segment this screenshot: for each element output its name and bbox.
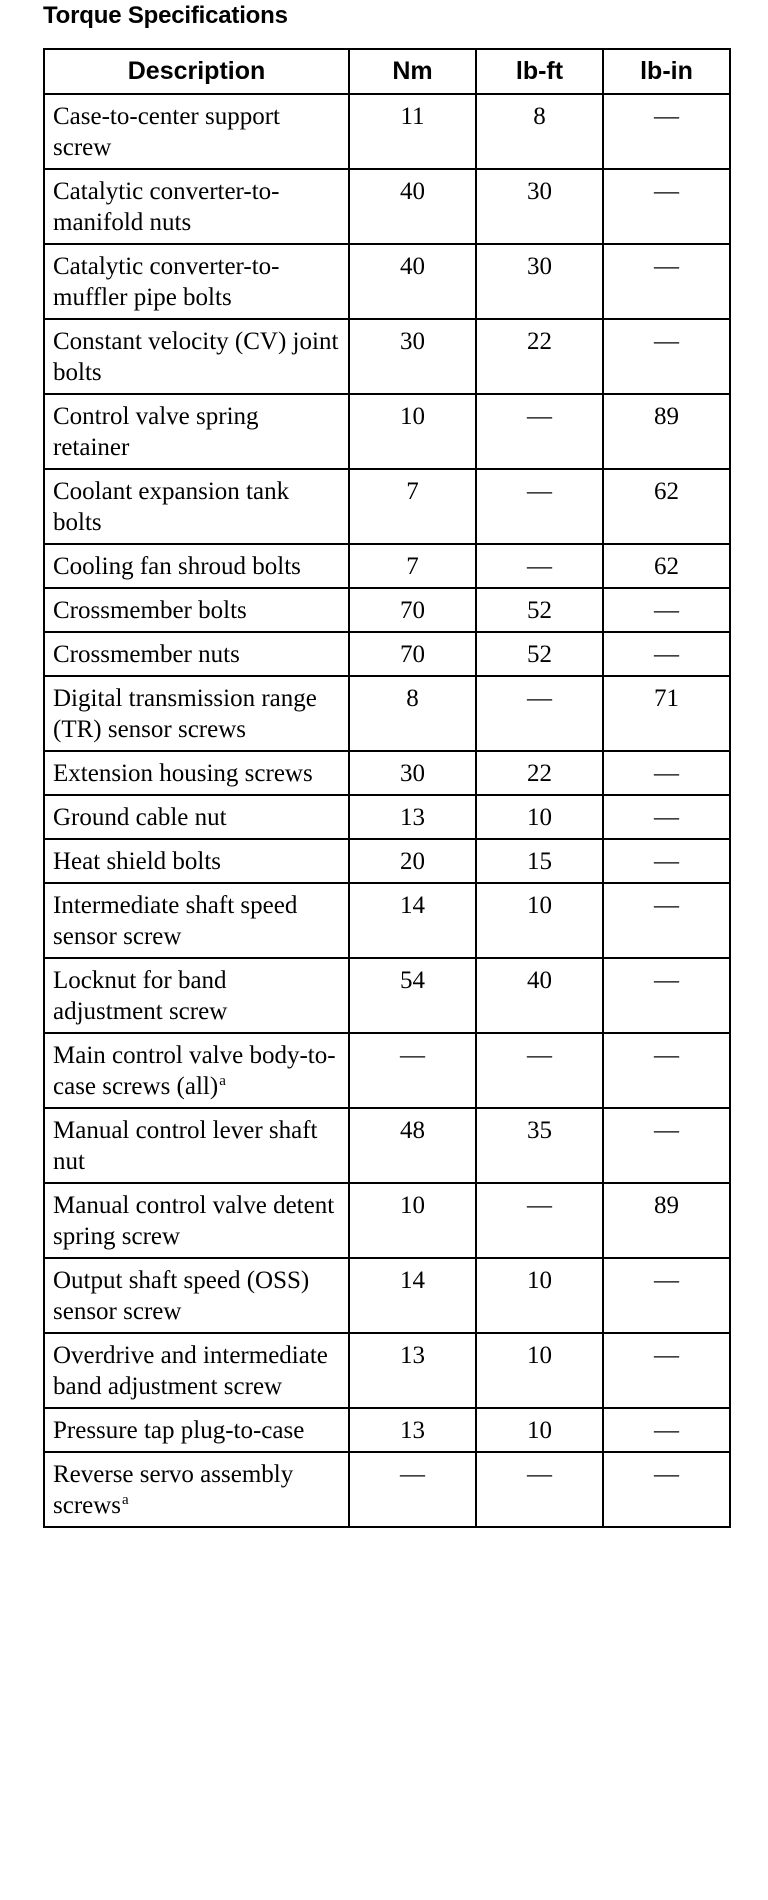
cell-lb-in: 71 bbox=[603, 676, 730, 751]
table-row bbox=[44, 319, 730, 394]
cell-description bbox=[44, 676, 349, 751]
cell-nm: 40 bbox=[349, 169, 476, 244]
cell-lb-ft: 30 bbox=[476, 169, 603, 244]
cell-lb-in: — bbox=[603, 1333, 730, 1408]
description-text: Constant velocity (CV) joint bolts bbox=[53, 328, 339, 386]
cell-description bbox=[44, 632, 349, 676]
cell-description bbox=[44, 795, 349, 839]
page-title: Torque Specifications bbox=[43, 2, 288, 29]
description-text: Catalytic converter-to-muffler pipe bolts bbox=[53, 253, 280, 311]
cell-lb-ft: 10 bbox=[476, 1408, 603, 1452]
cell-nm: 14 bbox=[349, 883, 476, 958]
table-row bbox=[44, 839, 730, 883]
cell-nm: 8 bbox=[349, 676, 476, 751]
cell-nm: 10 bbox=[349, 394, 476, 469]
cell-lb-ft: — bbox=[476, 394, 603, 469]
cell-lb-in: — bbox=[603, 588, 730, 632]
cell-description bbox=[44, 883, 349, 958]
table-row bbox=[44, 169, 730, 244]
cell-nm: 14 bbox=[349, 1258, 476, 1333]
description-text: Extension housing screws bbox=[53, 760, 313, 787]
cell-description bbox=[44, 544, 349, 588]
cell-nm: 13 bbox=[349, 1333, 476, 1408]
table-row bbox=[44, 588, 730, 632]
cell-description bbox=[44, 394, 349, 469]
cell-lb-ft: 8 bbox=[476, 94, 603, 169]
table-row bbox=[44, 244, 730, 319]
table-row bbox=[44, 676, 730, 751]
table-row bbox=[44, 751, 730, 795]
cell-lb-in: — bbox=[603, 244, 730, 319]
cell-description bbox=[44, 588, 349, 632]
cell-description bbox=[44, 958, 349, 1033]
description-text: Catalytic converter-to-manifold nuts bbox=[53, 178, 280, 236]
cell-lb-ft: — bbox=[476, 1183, 603, 1258]
description-text: Case-to-center support screw bbox=[53, 103, 281, 161]
cell-lb-ft: — bbox=[476, 469, 603, 544]
column-header-description: Description bbox=[44, 49, 349, 94]
description-text: Coolant expansion tank bolts bbox=[53, 478, 290, 536]
table-row bbox=[44, 1033, 730, 1108]
cell-lb-ft: 10 bbox=[476, 883, 603, 958]
table-row bbox=[44, 1452, 730, 1527]
cell-lb-in: 89 bbox=[603, 394, 730, 469]
cell-lb-in: — bbox=[603, 751, 730, 795]
cell-nm: 54 bbox=[349, 958, 476, 1033]
footnote-marker: a bbox=[219, 1073, 226, 1089]
table-row bbox=[44, 394, 730, 469]
cell-lb-in: — bbox=[603, 169, 730, 244]
cell-lb-ft: — bbox=[476, 544, 603, 588]
cell-lb-ft: — bbox=[476, 1033, 603, 1108]
cell-description bbox=[44, 839, 349, 883]
cell-nm: 13 bbox=[349, 795, 476, 839]
table-row bbox=[44, 469, 730, 544]
cell-lb-in: — bbox=[603, 1408, 730, 1452]
table-row bbox=[44, 1408, 730, 1452]
cell-lb-ft: 30 bbox=[476, 244, 603, 319]
table-row bbox=[44, 958, 730, 1033]
cell-lb-ft: 15 bbox=[476, 839, 603, 883]
cell-lb-in: — bbox=[603, 1452, 730, 1527]
torque-table bbox=[43, 48, 731, 1528]
cell-lb-in: — bbox=[603, 1108, 730, 1183]
cell-description bbox=[44, 1408, 349, 1452]
cell-nm: 13 bbox=[349, 1408, 476, 1452]
cell-nm: 30 bbox=[349, 751, 476, 795]
description-text: Main control valve body-to-case screws (all) bbox=[53, 1042, 336, 1100]
cell-lb-in: 62 bbox=[603, 544, 730, 588]
cell-lb-ft: — bbox=[476, 1452, 603, 1527]
description-text: Locknut for band adjustment screw bbox=[53, 967, 228, 1025]
cell-lb-in: — bbox=[603, 94, 730, 169]
cell-lb-ft: 35 bbox=[476, 1108, 603, 1183]
table-row bbox=[44, 1333, 730, 1408]
cell-lb-ft: 10 bbox=[476, 1333, 603, 1408]
column-header-nm: Nm bbox=[349, 49, 476, 94]
cell-description bbox=[44, 1183, 349, 1258]
cell-description bbox=[44, 1333, 349, 1408]
cell-lb-in: — bbox=[603, 319, 730, 394]
description-text: Pressure tap plug-to-case bbox=[53, 1417, 305, 1444]
description-text: Reverse servo assembly screws bbox=[53, 1461, 294, 1519]
description-text: Crossmember bolts bbox=[53, 597, 247, 624]
description-text: Cooling fan shroud bolts bbox=[53, 553, 301, 580]
cell-lb-in: 89 bbox=[603, 1183, 730, 1258]
cell-lb-ft: 22 bbox=[476, 751, 603, 795]
description-text: Manual control valve detent spring screw bbox=[53, 1192, 335, 1250]
cell-lb-in: — bbox=[603, 1033, 730, 1108]
cell-nm: 20 bbox=[349, 839, 476, 883]
description-text: Ground cable nut bbox=[53, 804, 227, 831]
cell-description bbox=[44, 751, 349, 795]
cell-nm: 7 bbox=[349, 544, 476, 588]
cell-nm: — bbox=[349, 1452, 476, 1527]
cell-lb-ft: 10 bbox=[476, 1258, 603, 1333]
cell-description bbox=[44, 169, 349, 244]
cell-lb-in: — bbox=[603, 883, 730, 958]
description-text: Overdrive and intermediate band adjustment screw bbox=[53, 1342, 328, 1400]
description-text: Manual control lever shaft nut bbox=[53, 1117, 318, 1175]
cell-lb-ft: 22 bbox=[476, 319, 603, 394]
cell-nm: 70 bbox=[349, 632, 476, 676]
table-row bbox=[44, 1258, 730, 1333]
cell-nm: 70 bbox=[349, 588, 476, 632]
cell-description bbox=[44, 94, 349, 169]
cell-lb-ft: 40 bbox=[476, 958, 603, 1033]
cell-nm: 48 bbox=[349, 1108, 476, 1183]
cell-nm: 40 bbox=[349, 244, 476, 319]
description-text: Output shaft speed (OSS) sensor screw bbox=[53, 1267, 310, 1325]
cell-description bbox=[44, 1452, 349, 1527]
cell-nm: — bbox=[349, 1033, 476, 1108]
table-row bbox=[44, 883, 730, 958]
table-row bbox=[44, 1183, 730, 1258]
cell-description bbox=[44, 469, 349, 544]
description-text: Crossmember nuts bbox=[53, 641, 240, 668]
table-body bbox=[44, 94, 730, 1527]
cell-description bbox=[44, 319, 349, 394]
column-header-lb-in: lb-in bbox=[603, 49, 730, 94]
cell-description bbox=[44, 1258, 349, 1333]
cell-lb-in: 62 bbox=[603, 469, 730, 544]
cell-nm: 11 bbox=[349, 94, 476, 169]
cell-lb-in: — bbox=[603, 1258, 730, 1333]
table-row bbox=[44, 632, 730, 676]
cell-lb-ft: 52 bbox=[476, 632, 603, 676]
description-text: Digital transmission range (TR) sensor screws bbox=[53, 685, 317, 743]
table-row bbox=[44, 544, 730, 588]
table-row bbox=[44, 795, 730, 839]
description-text: Control valve spring retainer bbox=[53, 403, 259, 461]
table-row bbox=[44, 1108, 730, 1183]
cell-lb-ft: 52 bbox=[476, 588, 603, 632]
cell-lb-ft: — bbox=[476, 676, 603, 751]
cell-nm: 7 bbox=[349, 469, 476, 544]
column-header-lb-ft: lb-ft bbox=[476, 49, 603, 94]
description-text: Heat shield bolts bbox=[53, 848, 222, 875]
footnote-marker: a bbox=[122, 1492, 129, 1508]
cell-lb-in: — bbox=[603, 632, 730, 676]
cell-lb-in: — bbox=[603, 795, 730, 839]
description-text: Intermediate shaft speed sensor screw bbox=[53, 892, 298, 950]
cell-nm: 30 bbox=[349, 319, 476, 394]
table-row bbox=[44, 94, 730, 169]
cell-description bbox=[44, 244, 349, 319]
cell-lb-in: — bbox=[603, 839, 730, 883]
cell-description bbox=[44, 1108, 349, 1183]
cell-description bbox=[44, 1033, 349, 1108]
cell-nm: 10 bbox=[349, 1183, 476, 1258]
cell-lb-in: — bbox=[603, 958, 730, 1033]
table-header-row bbox=[44, 49, 730, 94]
cell-lb-ft: 10 bbox=[476, 795, 603, 839]
